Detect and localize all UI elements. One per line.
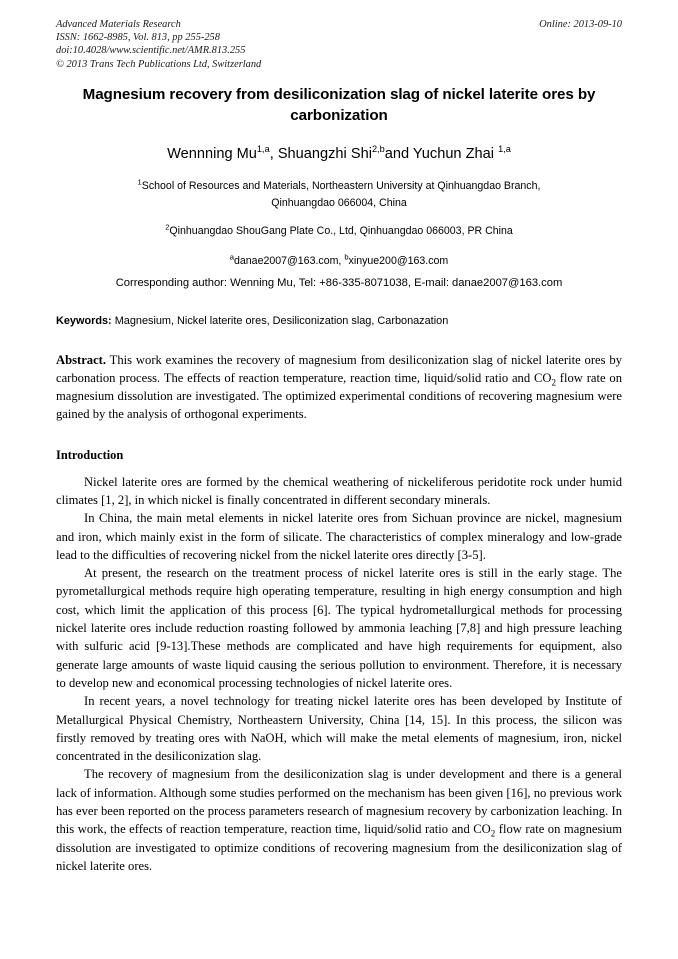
abstract-label: Abstract. — [56, 352, 107, 367]
abstract-text-part-2: flow rate on magnesium dissolution are investigated. The optimized experimental conditions of recovering magnesium were gained by the analysis of orthogonal experiments. — [56, 370, 623, 422]
email-marker-b: b — [344, 251, 349, 261]
section-heading-introduction: Introduction — [56, 447, 124, 462]
keywords-value: Magnesium, Nickel laterite ores, Desiliconization slag, Carbonazation — [111, 314, 449, 327]
journal-issn-line: ISSN: 1662-8985, Vol. 813, pp 255-258 — [56, 32, 220, 44]
corresponding-author-line: Corresponding author: Wenning Mu, Tel: +86-335-8071038, E-mail: danae2007@163.com — [115, 276, 563, 289]
intro-paragraph-3: At present, the research on the treatment process of nickel laterite ores is still in the early stage. The pyrometallurgical methods require high operating temperature, resulting in high energy consumption and high cost, which limit the application of this process [6]. The typical hydrometallurgical methods for processing nickel laterite ores include reduction roasting followed by ammonia leaching [7,8] and high pressure leaching with sulfuric acid [9-13].These methods are complicated and have high requirements for equipment, also generate large amounts of waste liquid causing the serious pollution to environment. Therefore, it is necessary to develop new and economical processing technologies of nickel laterite ores. — [56, 566, 622, 690]
author-affil-marker-2: 2,b — [371, 144, 385, 155]
keywords-line — [56, 313, 622, 329]
affiliation-marker-2: 2 — [165, 222, 170, 232]
email-address-a: danae2007@163.com, — [234, 254, 345, 267]
journal-name: Advanced Materials Research — [56, 19, 181, 30]
intro-paragraph-2: In China, the main metal elements in nickel laterite ores from Sichuan province are nickel, magnesium and iron, which mainly exist in the form of silicate. The characteristics of complex mineralogy and low-grade lead to the difficulties of recovering nickel from the nickel laterite ores directly [3-5]. — [56, 511, 622, 562]
keywords-label: Keywords: — [56, 314, 112, 327]
affiliation-1 — [56, 178, 622, 211]
page-title: Magnesium recovery from desiliconization slag of nickel laterite ores by carbonization — [82, 86, 596, 124]
author-separator-2: and — [384, 146, 413, 162]
journal-copyright-line: © 2013 Trans Tech Publications Ltd, Switzerland — [56, 58, 262, 70]
author-emails — [56, 253, 622, 269]
email-marker-a: a — [229, 251, 234, 261]
affiliation-2-line-1: Qinhuangdao ShouGang Plate Co., Ltd, Qinhuangdao 066003, PR China — [169, 225, 513, 237]
author-name-2: Shuangzhi Shi — [277, 146, 372, 162]
intro-paragraph-5-part-1: The recovery of magnesium from the desiliconization slag is under development and there is a general lack of information. Although some studies performed on the mechanism has been given [16], no previous work has ever been reported on the process parameters research of magnesium recovery by carbonization leaching. In this work, the effects of reaction temperature, reaction time, liquid/solid ratio and CO — [56, 767, 622, 837]
intro-paragraph-5-subscript: 2 — [490, 828, 496, 839]
intro-paragraph-4: In recent years, a novel technology for treating nickel laterite ores has been developed by Institute of Metallurgical Physical Chemistry, Northeastern University, China [14, 15]. In this process, the silicon was firstly removed by treating ores with NaOH, which will make the metal elements of magnesium, iron, nickel concentrated in the desiliconization slag. — [56, 694, 622, 764]
author-list — [56, 144, 622, 164]
intro-paragraph-5 — [56, 765, 622, 875]
affiliation-2 — [56, 223, 622, 240]
journal-doi-line: doi:10.4028/www.scientific.net/AMR.813.255 — [56, 45, 246, 57]
abstract-subscript: 2 — [551, 377, 556, 388]
affiliation-marker-1: 1 — [137, 177, 142, 187]
author-affil-marker-1: 1,a — [256, 144, 270, 155]
author-affil-marker-3: 1,a — [498, 144, 511, 155]
author-name-3: Yuchun Zhai — [412, 146, 499, 162]
abstract-paragraph — [56, 351, 622, 424]
journal-header — [56, 18, 622, 74]
author-name-1: Wennning Mu — [167, 146, 257, 162]
online-date: Online: 2013-09-10 — [539, 19, 622, 30]
email-address-b: xinyue200@163.com — [348, 254, 449, 267]
author-separator-1: , — [269, 146, 278, 162]
affiliation-1-line-2: Qinhuangdao 066004, China — [271, 196, 407, 209]
affiliation-1-line-1: School of Resources and Materials, Northeastern University at Qinhuangdao Branch, — [141, 180, 541, 192]
intro-paragraph-5-part-2: flow rate on magnesium dissolution are investigated to optimize conditions of recovering magnesium from the desiliconization slag of nickel laterite ores. — [56, 822, 622, 873]
intro-paragraph-1: Nickel laterite ores are formed by the chemical weathering of nickeliferous peridotite rock under humid climates [1, 2], in which nickel is finally concentrated in different secondary minerals. — [56, 474, 622, 507]
abstract-text-part-1: This work examines the recovery of magnesium from desiliconization slag of nickel laterite ores by carbonation process. The effects of reaction temperature, reaction time, liquid/solid ratio and CO — [56, 352, 622, 385]
